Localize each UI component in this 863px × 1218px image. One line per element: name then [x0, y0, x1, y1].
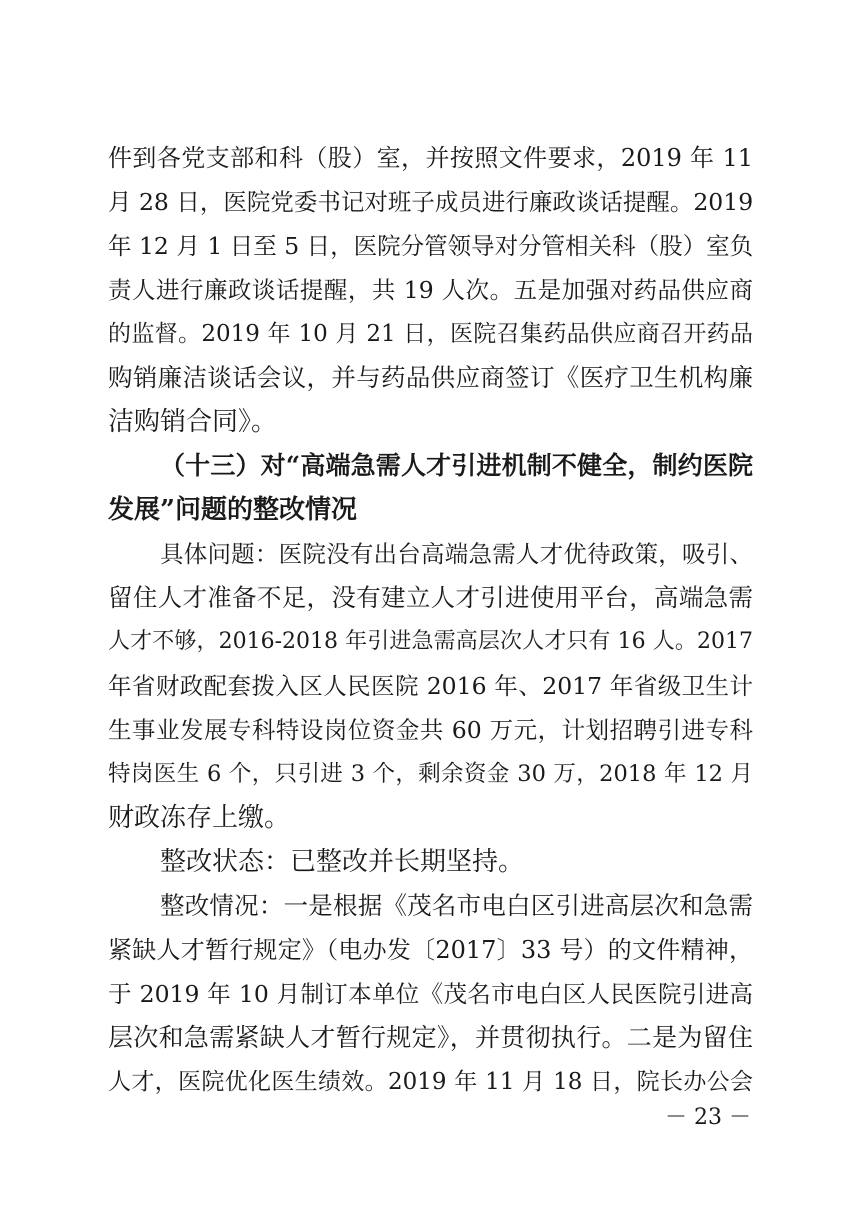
text-line: 购销廉洁谈话会议，并与药品供应商签订《医疗卫生机构廉	[108, 363, 753, 392]
text-line: 件到各党支部和科（股）室，并按照文件要求，2019 年 11	[108, 144, 753, 172]
text-line: 年省财政配套拨入区人民医院 2016 年、2017 年省级卫生计	[108, 672, 753, 700]
text-line: 于 2019 年 10 月制订本单位《茂名市电白区人民医院引进高	[108, 980, 753, 1008]
text-line: 层次和急需紧缺人才暂行规定》，并贯彻执行。二是为留住	[108, 1023, 753, 1052]
section-heading: 发展”问题的整改情况	[108, 495, 357, 525]
text-line: 特岗医生 6 个，只引进 3 个，剩余资金 30 万，2018 年 12 月	[108, 761, 753, 787]
text-line: 整改状态：已整改并长期坚持。	[160, 847, 525, 877]
text-line: 人才，医院优化医生绩效。2019 年 11 月 18 日，院长办公会	[108, 1069, 753, 1095]
page-number: － 23 －	[665, 1105, 751, 1130]
text-line: 洁购销合同》。	[108, 407, 278, 437]
text-line: 生事业发展专科特设岗位资金共 60 万元，计划招聘引进专科	[108, 716, 753, 744]
text-line: 责人进行廉政谈话提醒，共 19 人次。五是加强对药品供应商	[108, 276, 753, 304]
text-line: 年 12 月 1 日至 5 日，医院分管领导对分管相关科（股）室负	[108, 232, 754, 260]
text-line: 留住人才准备不足，没有建立人才引进使用平台，高端急需	[108, 583, 753, 612]
text-line: 整改情况：一是根据《茂名市电白区引进高层次和急需	[160, 891, 753, 920]
text-line: 具体问题：医院没有出台高端急需人才优待政策，吸引、	[160, 540, 753, 568]
text-line: 紧缺人才暂行规定》（电办发〔2017〕33 号）的文件精神，	[108, 936, 753, 964]
text-line: 人才不够，2016-2018 年引进急需高层次人才只有 16 人。2017	[108, 629, 753, 654]
text-line: 月 28 日，医院党委书记对班子成员进行廉政谈话提醒。2019	[108, 188, 754, 216]
text-line: 的监督。2019 年 10 月 21 日，医院召集药品供应商召开药品	[108, 321, 753, 347]
section-heading: （十三）对“高端急需人才引进机制不健全，制约医院	[160, 451, 753, 480]
text-line: 财政冻存上缴。	[108, 803, 291, 833]
